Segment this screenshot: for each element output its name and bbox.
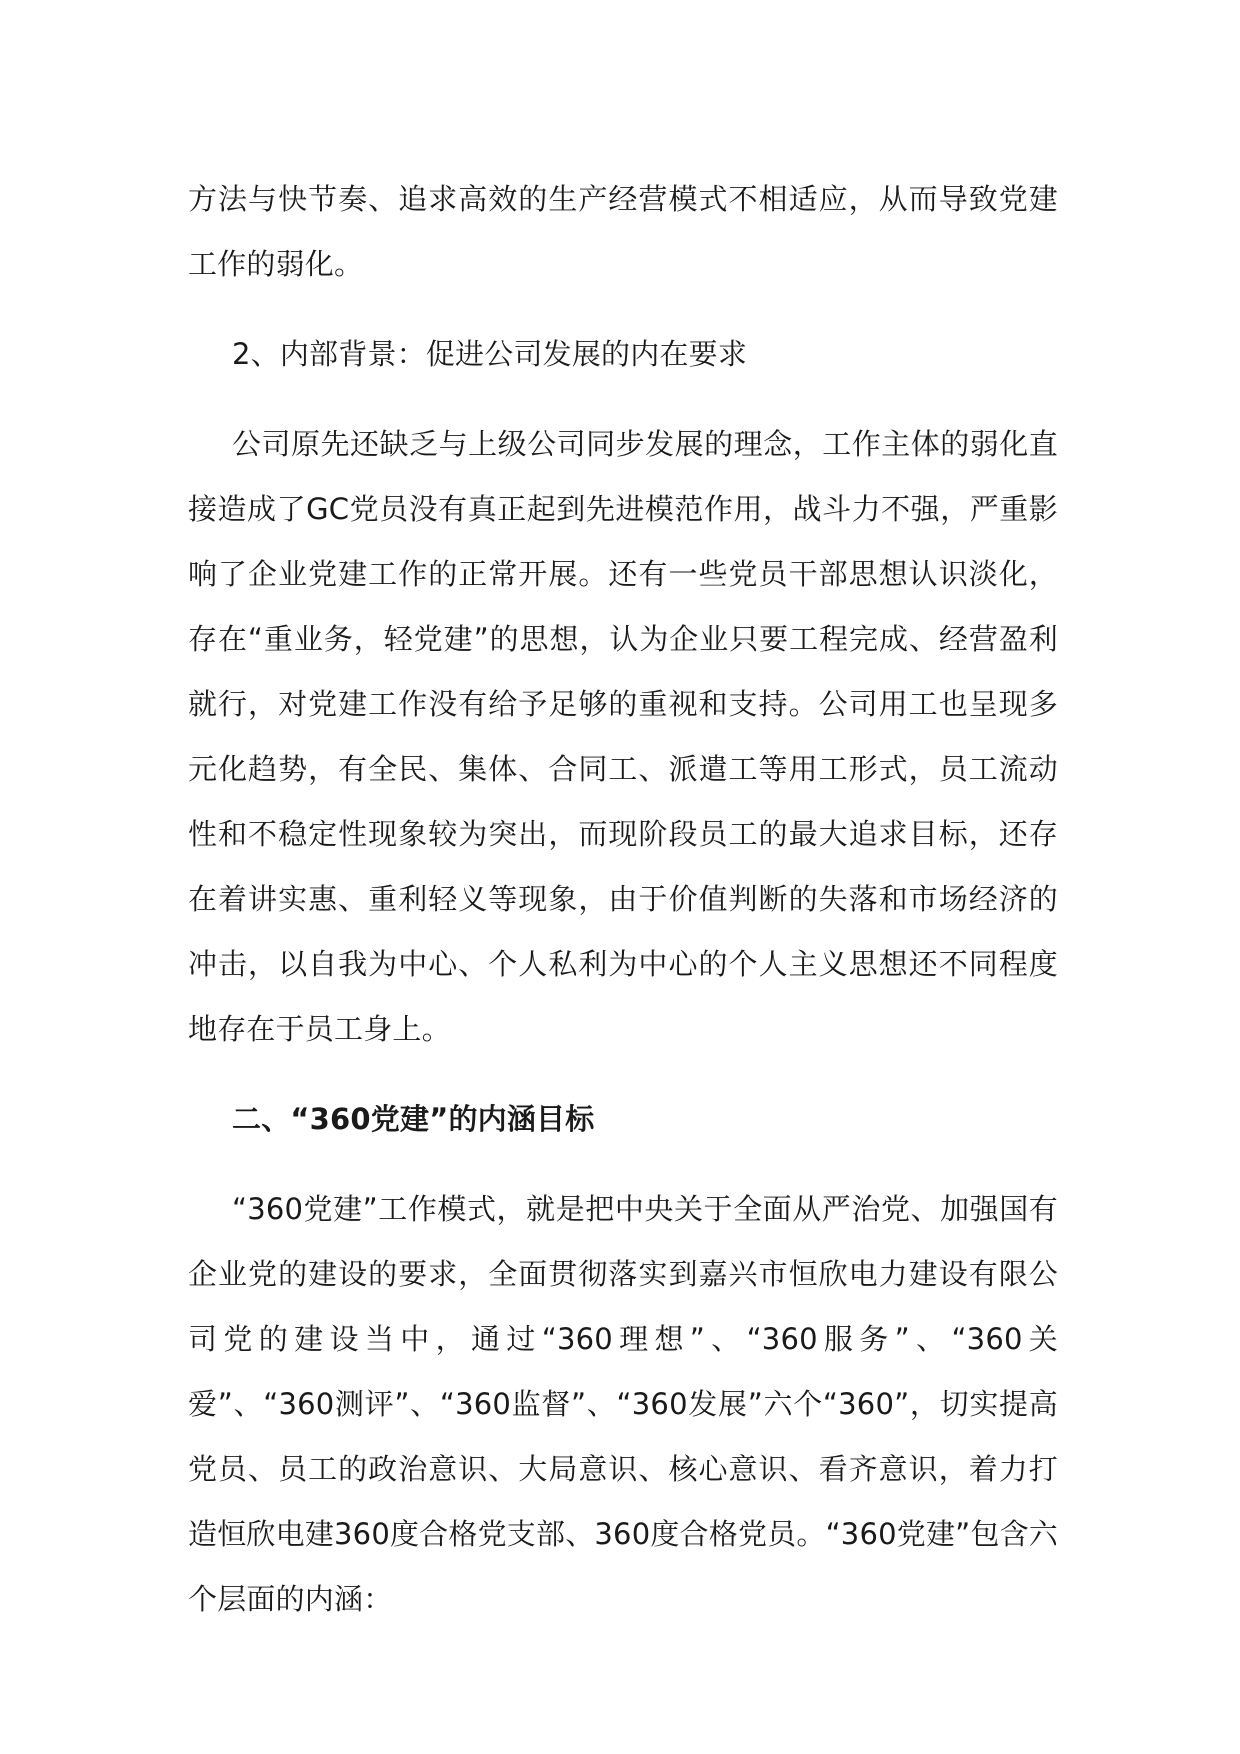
section-heading-360-goals: 二、“360党建”的内涵目标 xyxy=(232,1102,595,1136)
paragraph-internal-background: 公司原先还缺乏与上级公司同步发展的理念，工作主体的弱化直接造成了GC党员没有真正起到先进模范作用，战斗力不强，严重影响了企业党建工作的正常开展。还有一些党员干部思想认识淡化，存在“重业务，轻党建”的思想，认为企业只要工程完成、经营盈利就行，对党建工作没有给予足够的重视和支持。公司用工也呈现多元化趋势，有全民、集体、合同工、派遣工等用工形式，员工流动性和不稳定性现象较为突出，而现阶段员工的最大追求目标，还存在着讲实惠、重利轻义等现象，由于价值判断的失落和市场经济的冲击，以自我为中心、个人私利为中心的个人主义思想还不同程度地存在于员工身上。 xyxy=(188,427,1058,1046)
paragraph-continuation: 方法与快节奏、追求高效的生产经营模式不相适应，从而导致党建工作的弱化。 xyxy=(188,182,1058,281)
subheading-internal-background: 2、内部背景：促进公司发展的内在要求 xyxy=(232,337,748,371)
paragraph-360-model: “360党建”工作模式，就是把中央关于全面从严治党、加强国有企业党的建设的要求，全面贯彻落实到嘉兴市恒欣电力建设有限公司党的建设当中，通过“360理想”、“360服务”、“360关爱”、“360测评”、“360监督”、“360发展”六个“360”，切实提高党员、员工的政治意识、大局意识、核心意识、看齐意识，着力打造恒欣电建360度合格党支部、360度合格党员。“360党建”包含六个层面的内涵： xyxy=(188,1192,1058,1616)
document-body xyxy=(188,167,1058,1657)
